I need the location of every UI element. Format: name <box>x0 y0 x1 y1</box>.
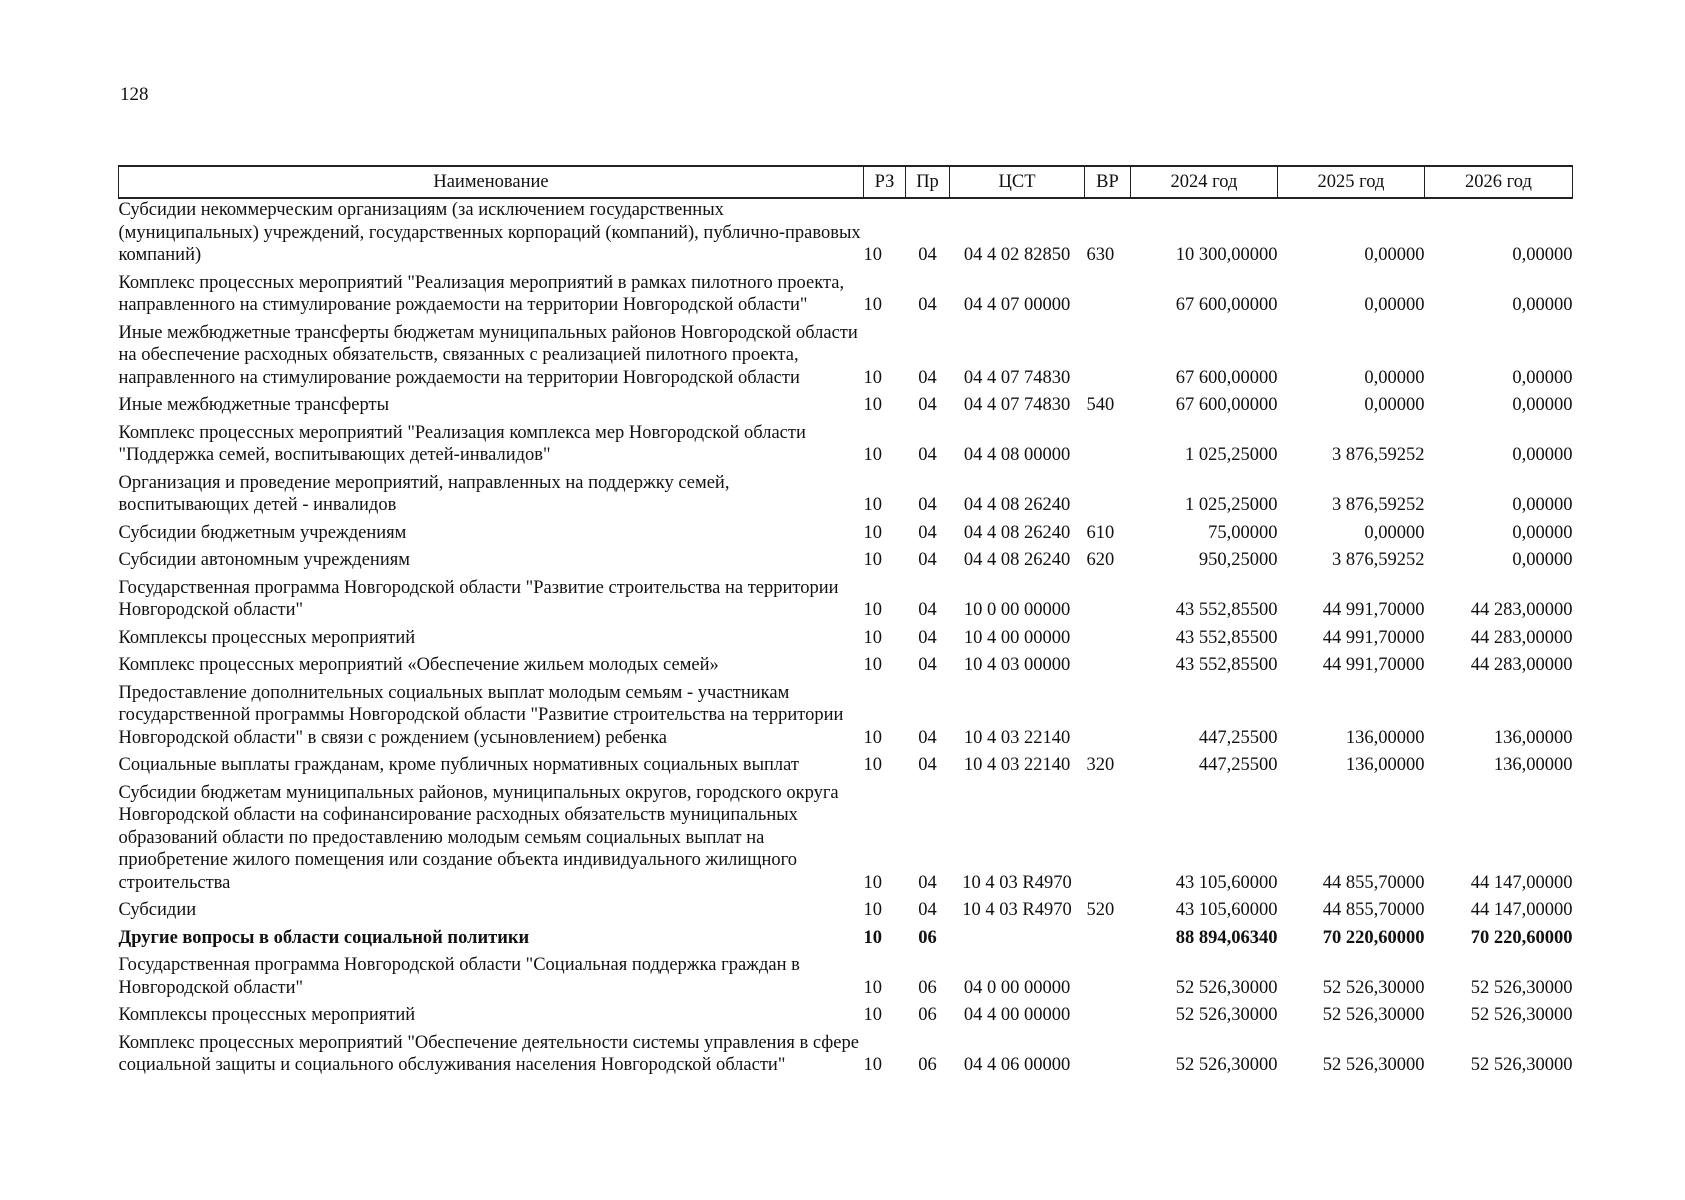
header-name: Наименование <box>119 166 864 198</box>
row-rz: 10 <box>863 445 882 465</box>
row-pr: 04 <box>918 600 937 620</box>
header-pr: Пр <box>906 166 950 198</box>
row-2024: 67 600,00000 <box>1175 367 1278 388</box>
table-row <box>119 549 1573 577</box>
row-2025: 0,00000 <box>1364 367 1425 388</box>
row-cst: 04 4 06 00000 <box>963 1055 1071 1075</box>
row-2024: 1 025,25000 <box>1185 495 1278 515</box>
row-pr: 04 <box>918 900 937 920</box>
row-rz: 10 <box>863 627 882 648</box>
row-2024: 52 526,30000 <box>1175 977 1278 998</box>
header-2025: 2025 год <box>1278 166 1425 198</box>
row-cst: 04 4 07 00000 <box>963 295 1071 315</box>
table-row <box>119 1004 1573 1032</box>
page-number: 128 <box>120 84 149 105</box>
table-row <box>119 782 1573 900</box>
row-2026: 0,00000 <box>1512 295 1573 315</box>
row-name: Предоставление дополнительных социальных выплат молодым семьям - участникам государственной программы Новгородской области "Развитие строительства на территории Новгородской области" в связи с рождением (усыновлением) ребенка <box>118 682 844 748</box>
row-2026: 52 526,30000 <box>1470 1055 1573 1075</box>
row-2024: 43 105,60000 <box>1175 900 1278 920</box>
table-row <box>119 682 1573 755</box>
row-cst: 04 4 07 74830 <box>963 395 1071 415</box>
row-2025: 0,00000 <box>1364 295 1425 315</box>
row-2025: 44 991,70000 <box>1322 600 1425 620</box>
row-rz: 10 <box>863 872 882 893</box>
row-pr: 04 <box>918 395 937 415</box>
budget-table <box>118 165 1573 1082</box>
row-pr: 04 <box>918 495 937 515</box>
row-rz: 10 <box>863 755 882 775</box>
table-row <box>119 627 1573 655</box>
row-vr: 520 <box>1086 900 1115 920</box>
row-2025: 0,00000 <box>1364 395 1425 415</box>
row-name: Другие вопросы в области социальной политики <box>118 927 530 948</box>
row-2026: 136,00000 <box>1493 727 1573 748</box>
table-row <box>119 198 1573 272</box>
row-2024: 75,00000 <box>1208 522 1278 543</box>
row-rz: 10 <box>863 977 882 998</box>
row-name: Субсидии автономным учреждениям <box>118 550 410 570</box>
row-2025: 0,00000 <box>1364 522 1425 543</box>
row-2024: 447,25500 <box>1198 727 1278 748</box>
row-name: Субсидии бюджетным учреждениям <box>118 522 407 543</box>
row-2024: 1 025,25000 <box>1185 445 1278 465</box>
row-pr: 04 <box>918 522 937 543</box>
row-2024: 52 526,30000 <box>1175 1005 1278 1025</box>
row-cst: 10 0 00 00000 <box>963 600 1071 620</box>
row-rz: 10 <box>863 495 882 515</box>
row-name: Государственная программа Новгородской области "Социальная поддержка граждан в Новгородской области" <box>118 955 800 998</box>
row-2025: 0,00000 <box>1364 245 1425 265</box>
row-pr: 06 <box>918 927 937 948</box>
row-name: Субсидии <box>118 900 197 920</box>
header-2024: 2024 год <box>1131 166 1278 198</box>
row-cst: 04 4 02 82850 <box>963 245 1071 265</box>
row-2026: 44 283,00000 <box>1470 600 1573 620</box>
row-vr: 540 <box>1086 395 1115 415</box>
row-vr <box>1085 1004 1131 1032</box>
row-vr <box>1085 627 1131 655</box>
table-row <box>119 522 1573 550</box>
row-pr: 04 <box>918 445 937 465</box>
row-cst: 04 4 07 74830 <box>963 367 1071 388</box>
row-2024: 67 600,00000 <box>1175 295 1278 315</box>
row-2026: 70 220,60000 <box>1470 927 1573 948</box>
row-cst: 10 4 03 22140 <box>963 755 1071 775</box>
row-name: Комплекс процессных мероприятий «Обеспечение жильем молодых семей» <box>118 655 719 675</box>
row-2026: 44 147,00000 <box>1470 900 1573 920</box>
row-name: Комплекс процессных мероприятий "Реализация мероприятий в рамках пилотного проекта, направленного на стимулирование рождаемости на территории Новгородской области" <box>118 272 845 315</box>
row-vr <box>1085 472 1131 522</box>
row-cst: 10 4 03 00000 <box>963 655 1071 675</box>
row-name: Иные межбюджетные трансферты <box>118 395 390 415</box>
table-row <box>119 272 1573 322</box>
row-2025: 70 220,60000 <box>1322 927 1425 948</box>
row-vr <box>1085 927 1131 955</box>
table-row <box>119 322 1573 395</box>
row-vr: 610 <box>1086 522 1115 543</box>
row-name: Комплексы процессных мероприятий <box>118 627 416 648</box>
row-2024: 10 300,00000 <box>1175 245 1278 265</box>
row-2026: 0,00000 <box>1512 550 1573 570</box>
row-rz: 10 <box>863 295 882 315</box>
row-pr: 04 <box>918 727 937 748</box>
row-rz: 10 <box>863 1005 882 1025</box>
row-pr: 06 <box>918 1055 937 1075</box>
row-vr <box>1085 954 1131 1004</box>
row-2024: 43 552,85500 <box>1175 600 1278 620</box>
table-row <box>119 899 1573 927</box>
row-cst <box>950 927 1085 955</box>
row-name: Иные межбюджетные трансферты бюджетам муниципальных районов Новгородской области на обеспечение расходных обязательств, связанных с реализацией пилотного проекта, направленного на стимулирование рождаемости на территории Новгородской области <box>118 322 858 388</box>
header-rz: РЗ <box>864 166 906 198</box>
row-cst: 04 4 08 26240 <box>963 495 1071 515</box>
row-vr <box>1085 322 1131 395</box>
table-row <box>119 577 1573 627</box>
table-row <box>119 754 1573 782</box>
row-vr <box>1085 272 1131 322</box>
row-vr <box>1085 1032 1131 1082</box>
row-cst: 04 4 08 26240 <box>963 522 1071 543</box>
row-2026: 44 147,00000 <box>1470 872 1573 893</box>
row-2025: 3 876,59252 <box>1332 495 1425 515</box>
row-cst: 04 4 08 00000 <box>963 445 1071 465</box>
row-2025: 136,00000 <box>1345 755 1425 775</box>
row-2025: 52 526,30000 <box>1322 1005 1425 1025</box>
row-rz: 10 <box>863 395 882 415</box>
row-pr: 04 <box>918 550 937 570</box>
table-row <box>119 472 1573 522</box>
row-pr: 04 <box>918 295 937 315</box>
row-name: Организация и проведение мероприятий, направленных на поддержку семей, воспитывающих детей - инвалидов <box>118 472 730 515</box>
row-pr: 04 <box>918 872 937 893</box>
row-rz: 10 <box>863 1055 882 1075</box>
row-2026: 0,00000 <box>1512 445 1573 465</box>
row-2024: 43 552,85500 <box>1175 627 1278 648</box>
table-row <box>119 927 1573 955</box>
row-2024: 43 552,85500 <box>1175 655 1278 675</box>
row-2025: 52 526,30000 <box>1322 1055 1425 1075</box>
row-2025: 44 991,70000 <box>1322 627 1425 648</box>
row-rz: 10 <box>863 727 882 748</box>
row-vr <box>1085 577 1131 627</box>
row-2026: 44 283,00000 <box>1470 627 1573 648</box>
row-vr: 320 <box>1086 755 1115 775</box>
row-2025: 44 855,70000 <box>1322 900 1425 920</box>
row-pr: 04 <box>918 655 937 675</box>
row-name: Комплексы процессных мероприятий <box>118 1005 416 1025</box>
row-pr: 06 <box>918 977 937 998</box>
row-2025: 136,00000 <box>1345 727 1425 748</box>
table-row <box>119 394 1573 422</box>
row-cst: 10 4 03 R4970 <box>962 872 1072 893</box>
row-pr: 04 <box>918 245 937 265</box>
row-vr <box>1085 422 1131 472</box>
row-pr: 04 <box>918 627 937 648</box>
row-2025: 3 876,59252 <box>1332 445 1425 465</box>
row-name: Социальные выплаты гражданам, кроме публичных нормативных социальных выплат <box>118 755 799 775</box>
row-cst: 04 0 00 00000 <box>963 977 1071 998</box>
table-row <box>119 654 1573 682</box>
table-body <box>119 198 1573 1082</box>
row-rz: 10 <box>863 245 882 265</box>
header-vr: ВР <box>1085 166 1131 198</box>
row-2025: 3 876,59252 <box>1332 550 1425 570</box>
table-header-row <box>119 166 1573 198</box>
row-2025: 44 855,70000 <box>1322 872 1425 893</box>
row-rz: 10 <box>863 600 882 620</box>
row-2026: 44 283,00000 <box>1470 655 1573 675</box>
row-pr: 04 <box>918 755 937 775</box>
row-2025: 52 526,30000 <box>1322 977 1425 998</box>
row-name: Субсидии бюджетам муниципальных районов, муниципальных округов, городского округа Новгородской области на софинансирование расходных обязательств муниципальных образований области по предоставлению молодым семьям социальных выплат на приобретение жилого помещения или создание объекта индивидуального жилищного строительства <box>118 782 839 893</box>
row-cst: 10 4 03 R4970 <box>962 900 1072 920</box>
row-cst: 04 4 08 26240 <box>963 550 1071 570</box>
table-row <box>119 1032 1573 1082</box>
row-vr: 630 <box>1086 245 1115 265</box>
table-row <box>119 954 1573 1004</box>
row-2024: 52 526,30000 <box>1175 1055 1278 1075</box>
row-2024: 950,25000 <box>1198 550 1278 570</box>
row-vr <box>1085 682 1131 755</box>
row-2026: 0,00000 <box>1512 395 1573 415</box>
header-cst: ЦСТ <box>950 166 1085 198</box>
row-name: Государственная программа Новгородской области "Развитие строительства на территории Новгородской области" <box>118 577 839 620</box>
row-name: Комплекс процессных мероприятий "Обеспечение деятельности системы управления в сфере социальной защиты и социального обслуживания населения Новгородской области" <box>118 1032 859 1075</box>
row-2026: 136,00000 <box>1493 755 1573 775</box>
row-rz: 10 <box>863 900 882 920</box>
row-cst: 04 4 00 00000 <box>963 1005 1071 1025</box>
row-rz: 10 <box>863 927 882 948</box>
row-pr: 04 <box>918 367 937 388</box>
row-rz: 10 <box>863 550 882 570</box>
row-cst: 10 4 03 22140 <box>963 727 1071 748</box>
row-pr: 06 <box>918 1005 937 1025</box>
row-2024: 67 600,00000 <box>1175 395 1278 415</box>
table-row <box>119 422 1573 472</box>
row-rz: 10 <box>863 655 882 675</box>
row-vr <box>1085 654 1131 682</box>
row-2026: 0,00000 <box>1512 522 1573 543</box>
row-2026: 52 526,30000 <box>1470 1005 1573 1025</box>
row-rz: 10 <box>863 522 882 543</box>
row-vr <box>1085 782 1131 900</box>
row-2026: 0,00000 <box>1512 495 1573 515</box>
row-2024: 43 105,60000 <box>1175 872 1278 893</box>
row-2026: 52 526,30000 <box>1470 977 1573 998</box>
row-rz: 10 <box>863 367 882 388</box>
row-2026: 0,00000 <box>1512 367 1573 388</box>
row-vr: 620 <box>1086 550 1115 570</box>
row-2024: 88 894,06340 <box>1175 927 1278 948</box>
row-2025: 44 991,70000 <box>1322 655 1425 675</box>
row-name: Комплекс процессных мероприятий "Реализация комплекса мер Новгородской области "Поддержка семей, воспитывающих детей-инвалидов" <box>118 422 806 465</box>
row-2026: 0,00000 <box>1512 245 1573 265</box>
row-2024: 447,25500 <box>1198 755 1278 775</box>
header-2026: 2026 год <box>1425 166 1573 198</box>
row-cst: 10 4 00 00000 <box>963 627 1071 648</box>
row-name: Субсидии некоммерческим организациям (за исключением государственных (муниципальных) учреждений, государственных корпораций (компаний), публично-правовых компаний) <box>118 200 861 265</box>
